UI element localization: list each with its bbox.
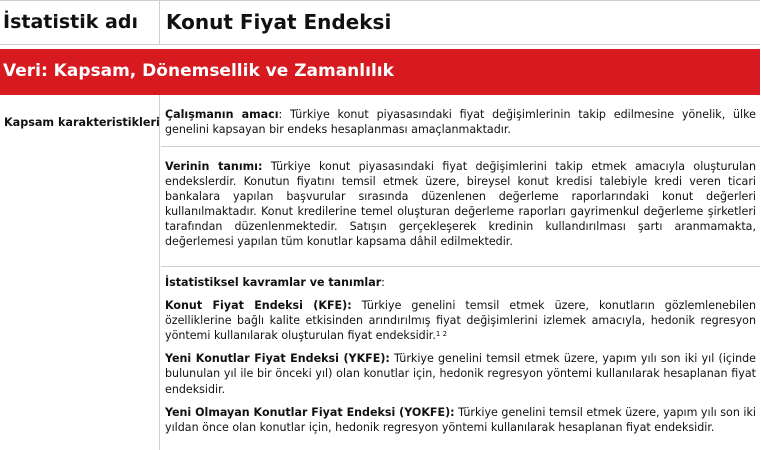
concept-term: Yeni Konutlar Fiyat Endeksi (YKFE): <box>165 352 390 366</box>
definition-title: Verinin tanımı: <box>165 160 263 173</box>
row-label: Kapsam karakteristikleri <box>0 95 160 450</box>
definition-text: Türkiye konut piyasasındaki fiyat değişimlerini takip etmek amacıyla oluşturulan endekslerdir. Konutun fiyatını temsil etmek üzere, bireysel konut kredisi talebiyle kredi veren ticari bankalara yapılan başvurular sırasında düzenlenen değerleme raporlarındaki konut değerleri kullanılmaktadır. Konut kredilerine temel oluşturan değerleme raporları gayrimenkul değerleme şirketleri tarafından düzenlenmektedir. Satışın gerçekleşerek kredinin kullandırılması şartı aranmamakta, değerlemesi yapılan tüm konutlar kapsama dâhil edilmektedir. <box>165 160 756 249</box>
purpose-section <box>161 95 760 147</box>
concept-term: Konut Fiyat Endeksi (KFE): <box>165 299 352 313</box>
statistic-name-value: Konut Fiyat Endeksi <box>166 10 392 34</box>
concepts-colon: : <box>381 276 385 289</box>
concept-item-ykfe <box>165 351 756 396</box>
concept-text: Türkiye genelini temsil etmek üzere, yapım yılı son iki yıldan önce olan konutlar için, hedonik regresyon yöntemi kullanılarak hesaplanan fiyat endeksidir. <box>165 405 757 434</box>
row-content <box>161 95 760 435</box>
concepts-section <box>161 267 760 435</box>
concepts-heading <box>165 275 756 290</box>
statistic-name-row <box>0 0 760 45</box>
concept-item-yokfe <box>165 405 756 435</box>
statistic-name-label: İstatistik adı <box>0 1 160 44</box>
purpose-paragraph <box>165 107 756 137</box>
purpose-title: Çalışmanın amacı <box>165 108 279 121</box>
concept-item-kfe <box>165 298 756 343</box>
footnote-refs[interactable]: 1 2 <box>435 330 448 339</box>
section-band-title: Veri: Kapsam, Dönemsellik ve Zamanlılık <box>0 49 760 95</box>
concept-term: Yeni Olmayan Konutlar Fiyat Endeksi (YOKFE): <box>165 405 455 419</box>
definition-paragraph <box>165 159 756 250</box>
concept-text: Türkiye genelini temsil etmek üzere, konutların gözlemlenebilen özelliklerine bağlı kalite etkisinden arındırılmış fiyat değişimlerini izlemek amacıyla, hedonik regresyon yöntemi kullanılarak oluşturulan fiyat endeksidir. <box>165 299 756 343</box>
purpose-text: : Türkiye konut piyasasındaki fiyat değişimlerinin takip edilmesine yönelik, ülke genelini kapsayan bir endeks hesaplanması amaçlanmaktadır. <box>165 108 756 137</box>
concept-text: Türkiye genelini temsil etmek üzere, yapım yılı son iki yıl (içinde bulunulan yıl ile bir önceki yıl) olan konutlar için, hedonik regresyon yöntemi kullanılarak hesaplanan fiyat endeksidir. <box>165 352 756 396</box>
definition-section <box>161 147 760 267</box>
concepts-title: İstatistiksel kavramlar ve tanımlar <box>165 276 382 289</box>
